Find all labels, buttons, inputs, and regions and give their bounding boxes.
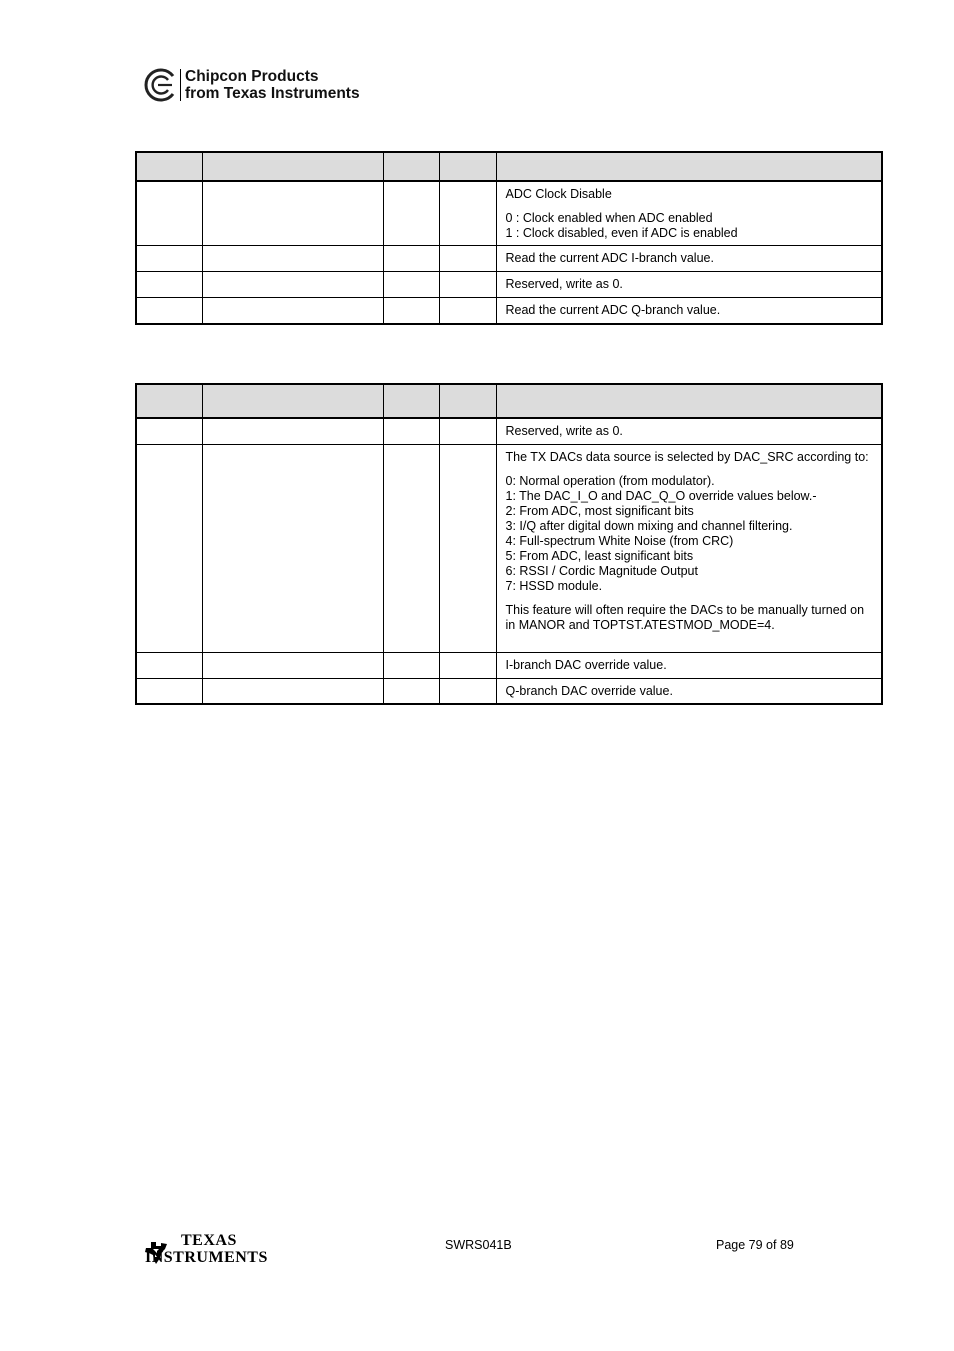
description-cell: Reserved, write as 0. [496, 418, 882, 444]
desc-line: 5: From ADC, least significant bits [505, 548, 694, 563]
desc-text: This feature will often require the DACs to be manually turned on in MANOR and TOPTST.ATESTMOD_MODE=4. [505, 602, 865, 632]
cell [136, 418, 202, 444]
header-cell [383, 384, 439, 418]
ti-logo [143, 1232, 268, 1266]
header-cell [136, 384, 202, 418]
table-row [136, 272, 882, 298]
cell [383, 298, 439, 324]
cell [136, 181, 202, 246]
header-cell [202, 152, 383, 181]
cell [439, 272, 496, 298]
cell [383, 272, 439, 298]
cell [136, 444, 202, 652]
description-cell [496, 444, 882, 652]
cell [202, 418, 383, 444]
logo-divider [180, 69, 181, 101]
table-row [136, 678, 882, 704]
register-table-2 [135, 383, 883, 705]
header-cell [439, 152, 496, 181]
table-header-row [136, 152, 882, 181]
cell [383, 418, 439, 444]
cell [383, 246, 439, 272]
table-row [136, 652, 882, 678]
cell [439, 418, 496, 444]
description-cell: Read the current ADC Q-branch value. [496, 298, 882, 324]
cell [439, 444, 496, 652]
cell [202, 444, 383, 652]
table-row [136, 181, 882, 246]
footer-doc-id: SWRS041B [445, 1238, 512, 1252]
chipcon-logo [143, 67, 360, 103]
desc-line: 2: From ADC, most significant bits [505, 503, 694, 518]
table-row [136, 298, 882, 324]
cell [202, 652, 383, 678]
desc-list [506, 474, 874, 594]
cell [439, 652, 496, 678]
desc-list [506, 211, 874, 241]
desc-line: 0 : Clock enabled when ADC enabled [505, 211, 713, 225]
desc-line: 7: HSSD module. [505, 578, 603, 593]
cell [136, 652, 202, 678]
ti-wordmark [145, 1232, 268, 1266]
desc-line: 1: The DAC_I_O and DAC_Q_O override values below.- [505, 488, 817, 503]
description-cell: Q-branch DAC override value. [496, 678, 882, 704]
ti-word-instruments: INSTRUMENTS [145, 1249, 268, 1266]
logo-line1: Chipcon Products [185, 68, 319, 85]
footer-page-number: Page 79 of 89 [716, 1238, 794, 1252]
desc-line: 3: I/Q after digital down mixing and channel filtering. [505, 518, 793, 533]
register-table-1 [135, 151, 883, 325]
cell [136, 246, 202, 272]
header-cell [496, 152, 882, 181]
desc-line: 0: Normal operation (from modulator). [505, 473, 715, 488]
desc-text: The TX DACs data source is selected by DAC_SRC according to: [505, 449, 869, 464]
cell [439, 298, 496, 324]
cell [202, 181, 383, 246]
cell [383, 652, 439, 678]
desc-line: 1 : Clock disabled, even if ADC is enabled [505, 226, 738, 240]
cell [439, 678, 496, 704]
desc-line: 6: RSSI / Cordic Magnitude Output [505, 563, 698, 578]
cell [202, 246, 383, 272]
cell [136, 272, 202, 298]
cell [439, 246, 496, 272]
cell [383, 678, 439, 704]
cell [202, 678, 383, 704]
cell [202, 272, 383, 298]
table-header-row [136, 384, 882, 418]
cell [136, 298, 202, 324]
description-cell: I-branch DAC override value. [496, 652, 882, 678]
description-cell: Reserved, write as 0. [496, 272, 882, 298]
cell [383, 181, 439, 246]
table-row [136, 418, 882, 444]
header-cell [136, 152, 202, 181]
cell [136, 678, 202, 704]
cell [383, 444, 439, 652]
desc-text: ADC Clock Disable [505, 187, 612, 201]
chipcon-c-icon [143, 67, 177, 103]
description-cell [496, 181, 882, 246]
table-row [136, 444, 882, 652]
description-cell: Read the current ADC I-branch value. [496, 246, 882, 272]
cell [202, 298, 383, 324]
ti-word-texas: TEXAS [181, 1232, 237, 1249]
table-row [136, 246, 882, 272]
logo-text [185, 68, 360, 102]
header-cell [439, 384, 496, 418]
cell [439, 181, 496, 246]
header-cell [496, 384, 882, 418]
logo-line2: from Texas Instruments [185, 85, 360, 102]
header-cell [383, 152, 439, 181]
desc-line: 4: Full-spectrum White Noise (from CRC) [505, 533, 734, 548]
header-cell [202, 384, 383, 418]
